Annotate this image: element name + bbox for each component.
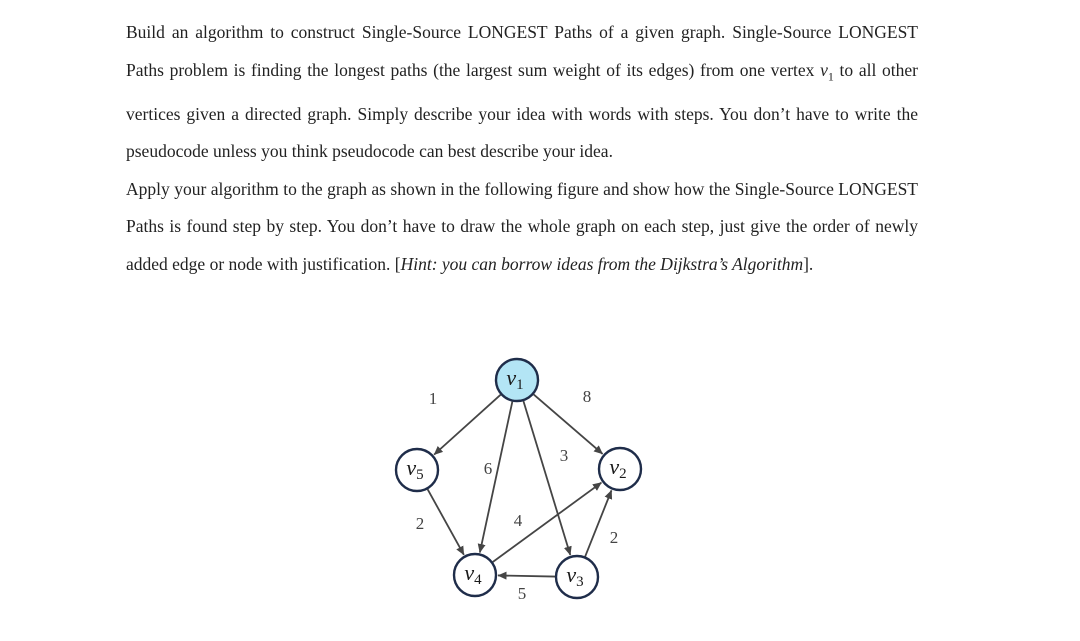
node-v5 [396,449,438,491]
part2-close: ]. [803,253,814,274]
part1-text-after: to all other vertices given a directed graph. Simply describe your idea with words with steps. You don’t have to write the pseudocode unless you think pseudocode can best describe your idea. [126,59,918,161]
edge-v4-v2 [493,483,602,562]
node-label-v5: v5 [406,455,424,483]
edge-weight-v4-v2: 4 [513,510,523,530]
hint-text: Hint: you can borrow ideas from the Dijkstra’s Algorithm [400,253,804,274]
node-v4 [454,554,496,596]
edge-weight-v1-v3: 3 [559,445,569,465]
node-v3 [556,556,598,598]
edges-layer [428,394,612,576]
node-label-v4: v4 [464,560,482,588]
edge-weight-v1-v4: 6 [483,458,493,478]
node-label-v1: v1 [506,365,524,393]
node-label-v3: v3 [566,562,584,590]
edge-weight-v1-v5: 1 [428,388,438,408]
edge-v3-v2 [585,490,611,556]
part1-text-before: Build an algorithm to construct Single-Source LONGEST Paths of a given graph. Single-Source LONGEST Paths problem is finding the longest paths (the largest sum weight of its edges) from one vertex [126,22,918,80]
node-label-v2: v2 [609,454,627,482]
paragraph-part2 [126,171,918,284]
paragraph-part1 [126,14,918,171]
edge-v1-v3 [523,401,570,555]
edge-weight-v3-v2: 2 [609,527,619,547]
question-text [126,14,918,283]
graph-figure [380,343,660,613]
edge-v3-v4 [498,575,555,576]
edge-weight-v3-v4: 5 [517,583,527,603]
node-v1 [496,359,538,401]
edge-v1-v5 [434,395,501,455]
edge-weight-v5-v4: 2 [415,513,425,533]
edge-v5-v4 [428,489,464,555]
v1-variable: $v_1$ [820,59,834,83]
part2-text-main: Apply your algorithm to the graph as shown in the following figure and show how the Single-Source LONGEST Paths is found step by step. You don’t have to draw the whole graph on each step, just give the order of newly added edge or node with justification. [ [126,178,918,274]
edge-weight-v1-v2: 8 [582,386,592,406]
node-v2 [599,448,641,490]
graph-svg [380,343,660,613]
